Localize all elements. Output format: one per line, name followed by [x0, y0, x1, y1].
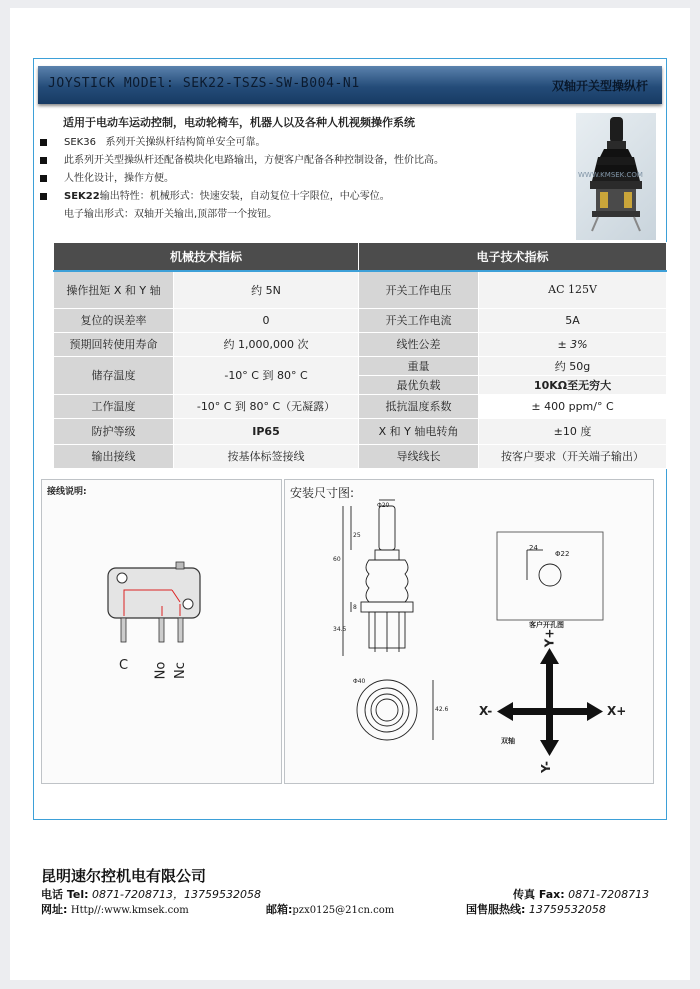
spec-value: -10° C 到 80° C: [174, 356, 359, 394]
spec-label: X 和 Y 轴电转角: [359, 418, 479, 444]
spec-label: 开关工作电流: [359, 308, 479, 332]
wiring-panel: [41, 479, 282, 784]
spec-row: [54, 394, 667, 418]
spec-row: [54, 418, 667, 444]
series-code: SEK36: [64, 137, 96, 148]
spec-value: -10° C 到 80° C（无凝露）: [174, 394, 359, 418]
spec-label: 预期回转使用寿命: [54, 332, 174, 356]
intro-line: [40, 192, 390, 202]
intro-text: 输出特性：机械形式：快速安装，自动复位十字限位，中心零位。: [99, 191, 390, 202]
fax-label: 传真 Fax:: [513, 888, 565, 901]
bullet-icon: [40, 175, 47, 182]
spec-label: 重量: [359, 356, 479, 375]
spec-value: ± 3%: [479, 332, 667, 356]
spec-value: ± 400 ppm/° C: [479, 394, 667, 418]
photo-watermark: WWW.KMSEK.COM: [578, 171, 643, 179]
dim-h4: 34.5: [333, 626, 347, 633]
spec-label: 复位的误差率: [54, 308, 174, 332]
hotline-number: 13759532058: [525, 903, 606, 916]
dim-hole-width: 24: [529, 544, 538, 552]
dim-hole-diameter: Φ22: [555, 550, 570, 558]
dimension-panel: [284, 479, 654, 784]
dim-top-diameter: Φ20: [377, 502, 390, 509]
spec-value: 0: [174, 308, 359, 332]
axis-right-label: X+: [607, 704, 627, 718]
bullet-icon: [40, 193, 47, 200]
spec-row: [54, 444, 667, 468]
spec-value: 10KΩ至无穷大: [479, 375, 667, 394]
spec-table: [53, 242, 667, 469]
dim-h3: 8: [353, 604, 357, 611]
fax-line: [513, 886, 649, 902]
mail-line: [266, 901, 394, 917]
dim-bottom-diameter: Φ40: [353, 678, 366, 685]
axis-up-label: Y+: [542, 628, 557, 648]
phone-number: 0871-7208713，13759532058: [88, 888, 261, 901]
axis-left-label: X-: [479, 704, 493, 718]
spec-value: 5A: [479, 308, 667, 332]
intro-line: [40, 156, 444, 166]
spec-row: [54, 332, 667, 356]
spec-label: 工作温度: [54, 394, 174, 418]
intro-text: 人性化设计，操作方便。: [64, 173, 174, 184]
phone-label: 电话 Tel:: [41, 888, 89, 901]
dim-h2: 60: [333, 556, 341, 563]
series-code: SEK22: [64, 191, 100, 202]
dim-bottom-height: 42.6: [435, 706, 449, 713]
intro-line: [40, 174, 174, 184]
elec-spec-header: 电子技术指标: [359, 243, 667, 272]
bullet-icon: [40, 157, 47, 164]
spec-value: ±10 度: [479, 418, 667, 444]
pin-label-c: C: [119, 658, 129, 673]
dimension-title: 安装尺寸图:: [290, 486, 355, 500]
intro-line: [40, 210, 277, 220]
pin-label-no: No: [153, 661, 169, 680]
spec-label: 导线线长: [359, 444, 479, 468]
dim-h1: 25: [353, 532, 361, 539]
spec-row: [54, 356, 667, 375]
spec-row: [54, 308, 667, 332]
spec-label: 线性公差: [359, 332, 479, 356]
pin-label-nc: Nc: [172, 662, 188, 679]
fax-number: 0871-7208713: [564, 888, 650, 901]
product-photo: [576, 113, 656, 240]
spec-value: 约 5N: [174, 271, 359, 308]
microswitch-diagram: [42, 480, 283, 785]
intro-text: 此系列开关型操纵杆还配备模块化电路输出，方便客户配备各种控制设备，性价比高。: [64, 155, 444, 166]
spec-value: 按客户要求（开关端子输出）: [479, 444, 667, 468]
axis-down-label: Y-: [538, 761, 553, 773]
spec-value: 约 1,000,000 次: [174, 332, 359, 356]
spec-label: 储存温度: [54, 356, 174, 394]
wiring-title: 接线说明:: [47, 487, 87, 497]
spec-value: AC 125V: [479, 271, 667, 308]
web-line: [41, 901, 189, 917]
mech-spec-header: 机械技术指标: [54, 243, 359, 272]
product-type-title: 双轴开关型操纵杆: [551, 79, 648, 93]
hotline-label: 国售服热线:: [466, 903, 526, 916]
title-banner: [38, 66, 662, 104]
spec-row: [54, 271, 667, 308]
mail-link[interactable]: pzx0125@21cn.com: [292, 905, 395, 916]
intro-line: [40, 138, 266, 148]
model-title: JOYSTICK MODEl: SEK22-TSZS-SW-B004-N1: [48, 76, 360, 91]
spec-label: 开关工作电压: [359, 271, 479, 308]
spec-label: 输出接线: [54, 444, 174, 468]
web-link[interactable]: Http//:www.kmsek.com: [70, 905, 189, 916]
web-label: 网址:: [41, 903, 68, 916]
intro-text: 系列开关操纵杆结构简单安全可靠。: [105, 137, 266, 148]
company-name: 昆明速尔控机电有限公司: [41, 867, 207, 885]
intro-headline: 适用于电动车运动控制，电动轮椅车，机器人以及各种人机视频操作系统: [63, 116, 415, 129]
spec-label: 防护等级: [54, 418, 174, 444]
axis-caption: 双轴: [501, 737, 515, 745]
hotline-line: [466, 901, 606, 917]
phone-line: [41, 886, 261, 902]
intro-text: 电子输出形式：双轴开关输出,顶部带一个按钮。: [64, 209, 278, 220]
cutout-label: 客户开孔图: [529, 621, 564, 629]
spec-value: 按基体标签接线: [174, 444, 359, 468]
spec-label: 抵抗温度系数: [359, 394, 479, 418]
bullet-icon: [40, 139, 47, 146]
spec-label: 操作扭矩 X 和 Y 轴: [54, 271, 174, 308]
spec-value: IP65: [174, 418, 359, 444]
spec-value: 约 50g: [479, 356, 667, 375]
spec-label: 最优负载: [359, 375, 479, 394]
mail-label: 邮箱:: [266, 903, 293, 916]
